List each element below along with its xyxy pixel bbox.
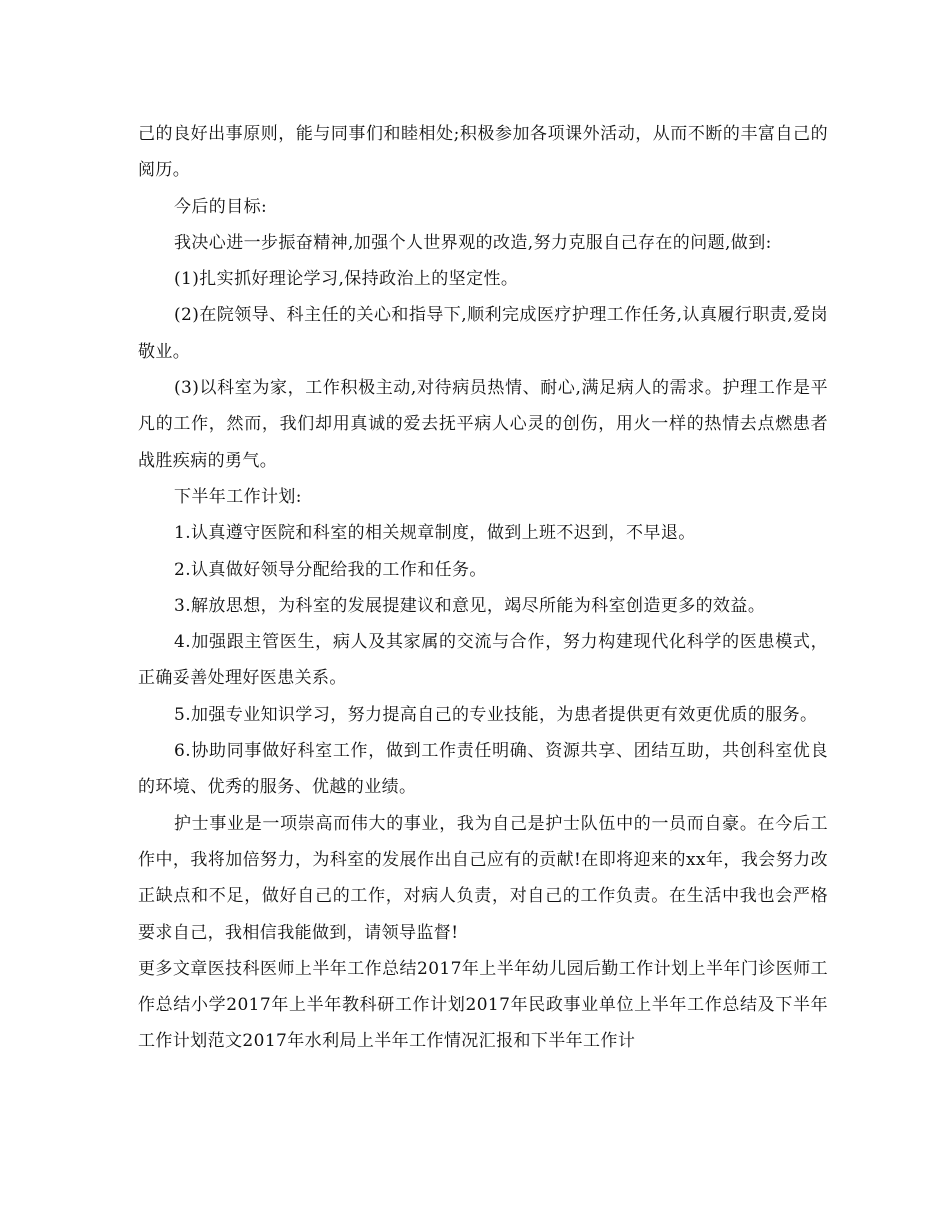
heading-second-half-plan: 下半年工作计划: [174, 486, 302, 507]
goal-item-1: (1)扎实抓好理论学习,保持政治上的坚定性。 [174, 269, 519, 290]
plan-item-6: 6.协助同事做好科室工作，做到工作责任明确、资源共享、团结互助，共创科室优良的环境、优秀的服务、优越的业绩。 [138, 741, 828, 798]
paragraph-resolution: 我决心进一步振奋精神,加强个人世界观的改造,努力克服自己存在的问题,做到: [174, 232, 772, 253]
more-articles-links: 更多文章医技科医师上半年工作总结2017年上半年幼儿园后勤工作计划上半年门诊医师工作总结小学2017年上半年教科研工作计划2017年民政事业单位上半年工作总结及下半年工作计划范文2017年水利局上半年工作情况汇报和下半年工作计 [138, 958, 828, 1052]
plan-item-1: 1.认真遵守医院和科室的相关规章制度，做到上班不迟到，不早退。 [174, 523, 696, 544]
plan-item-4: 4.加强跟主管医生，病人及其家属的交流与合作，努力构建现代化科学的医患模式，正确妥善处理好医患关系。 [138, 632, 828, 689]
plan-item-5: 5.加强专业知识学习，努力提高自己的专业技能，为患者提供更有效更优质的服务。 [174, 704, 818, 725]
document-body [138, 116, 828, 1060]
plan-item-2: 2.认真做好领导分配给我的工作和任务。 [174, 559, 487, 580]
goal-item-2: (2)在院领导、科主任的关心和指导下,顺利完成医疗护理工作任务,认真履行职责,爱岗敬业。 [138, 305, 828, 362]
goal-item-3: (3)以科室为家，工作积极主动,对待病员热情、耐心,满足病人的需求。护理工作是平凡的工作，然而，我们却用真诚的爱去抚平病人心灵的创伤，用火一样的热情去点燃患者战胜疾病的勇气。 [138, 378, 828, 471]
paragraph-conclusion: 护士事业是一项崇高而伟大的事业，我为自己是护士队伍中的一员而自豪。在今后工作中，我将加倍努力，为科室的发展作出自己应有的贡献!在即将迎来的xx年，我会努力改正缺点和不足，做好自己的工作，对病人负责，对自己的工作负责。在生活中我也会严格要求自己，我相信我能做到，请领导监督! [138, 813, 828, 943]
paragraph-intro-continuation: 己的良好出事原则，能与同事们和睦相处;积极参加各项课外活动，从而不断的丰富自己的阅历。 [138, 124, 828, 181]
plan-item-3: 3.解放思想，为科室的发展提建议和意见，竭尽所能为科室创造更多的效益。 [174, 595, 766, 616]
heading-future-goals: 今后的目标: [174, 196, 268, 217]
